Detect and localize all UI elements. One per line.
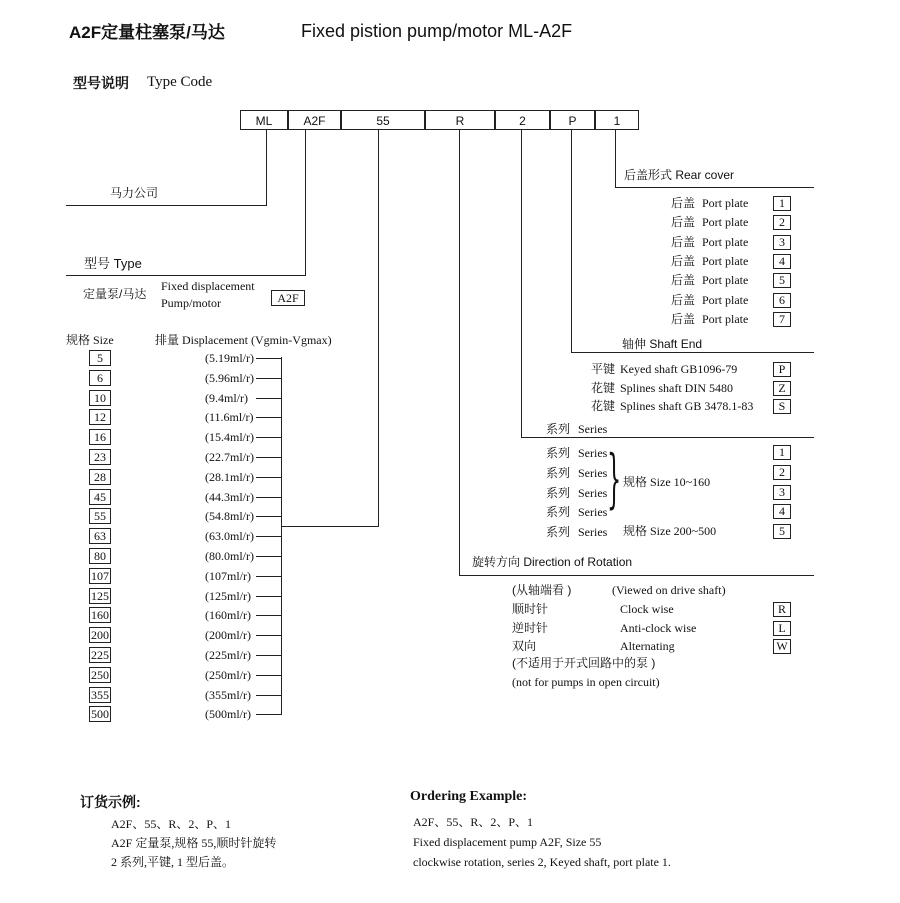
displacement-tick (256, 556, 281, 557)
type-code-heading-en: Type Code (147, 74, 213, 90)
shaft-end-en: Splines shaft DIN 5480 (620, 380, 733, 395)
ordering-cn-line: A2F、55、R、2、P、1 (111, 817, 232, 831)
size-code-box: 63 (89, 528, 111, 544)
rear-cover-code-box: 7 (773, 312, 791, 327)
ordering-en-line: A2F、55、R、2、P、1 (413, 815, 534, 829)
displacement-tick (256, 457, 281, 458)
displacement-value: (9.4ml/r) (205, 390, 248, 405)
rear-cover-cn: 后盖 (671, 234, 696, 249)
leader-line (615, 130, 616, 187)
shaft-end-title: 轴伸 Shaft End (622, 337, 703, 351)
displacement-value: (22.7ml/r) (205, 450, 254, 464)
series-title-cn: 系列 (546, 422, 571, 436)
leader-line (305, 130, 306, 275)
displacement-tick (256, 596, 281, 597)
size-code-box: 16 (89, 429, 111, 445)
fixed-cn-label: 定量泵/马达 (83, 287, 147, 301)
displacement-tick (256, 655, 281, 656)
leader-line (266, 130, 267, 205)
size-code-box: 23 (89, 449, 111, 465)
displacement-tick (256, 615, 281, 616)
rear-cover-code-box: 2 (773, 215, 791, 230)
size-code-box: 225 (91, 648, 109, 662)
series-en: Series (578, 446, 608, 460)
size-code-box: 55 (89, 508, 111, 524)
rotation-viewed-cn: (从轴端看 ) (512, 583, 572, 597)
type-label: 型号 Type (84, 256, 142, 271)
displacement-value: (160ml/r) (205, 608, 251, 623)
series-cn: 系列 (546, 525, 571, 540)
rotation-en: Anti-clock wise (620, 620, 697, 635)
series-cn: 系列 (546, 446, 571, 460)
ordering-cn-line: A2F 定量泵,规格 55,顺时针旋转 (111, 836, 277, 850)
code-segment-series: 2 (495, 110, 550, 130)
rotation-note-cn: (不适用于开式回路中的泵 ) (512, 656, 656, 670)
size-code-box: 12 (89, 409, 111, 425)
displacement-value: (5.96ml/r) (205, 370, 254, 385)
ordering-en-line: clockwise rotation, series 2, Keyed shaft, port plate 1. (413, 855, 671, 869)
displacement-tick (256, 358, 281, 359)
series-code-box: 3 (773, 485, 791, 500)
ordering-en-title: Ordering Example: (410, 789, 528, 804)
fixed-en-line1: Fixed displacement (161, 279, 255, 293)
leader-line (459, 130, 460, 575)
rotation-note-en: (not for pumps in open circuit) (512, 675, 660, 689)
displacement-value: (44.3ml/r) (205, 489, 254, 504)
series-code-box: 4 (773, 504, 791, 519)
fixed-code-box: A2F (271, 290, 305, 306)
company-label: 马力公司 (110, 186, 159, 200)
series-code-box: 2 (773, 465, 791, 480)
code-segment-ml: ML (240, 110, 288, 130)
series-en: Series (578, 505, 608, 520)
displacement-value: (15.4ml/r) (205, 430, 254, 445)
leader-line (459, 575, 814, 576)
displacement-value: (5.19ml/r) (205, 351, 254, 365)
series-en: Series (578, 485, 608, 500)
rear-cover-code-box: 6 (773, 293, 791, 308)
code-segment-a2f: A2F (288, 110, 341, 130)
rear-cover-en: Port plate (702, 311, 749, 326)
rotation-cn: 双向 (512, 639, 537, 653)
displacement-bracket (281, 357, 282, 715)
displacement-tick (256, 378, 281, 379)
displacement-header: 排量 Displacement (Vgmin-Vgmax) (155, 333, 332, 347)
series-title-en: Series (578, 422, 608, 436)
rear-cover-code-box: 3 (773, 235, 791, 250)
size-code-box: 5 (89, 350, 111, 366)
cn-title: A2F定量柱塞泵/马达 (69, 23, 225, 42)
series-group1-note: 规格 Size 10~160 (623, 475, 711, 489)
ordering-cn-title: 订货示例: (80, 794, 141, 810)
series-group2-note: 规格 Size 200~500 (623, 524, 717, 538)
displacement-value: (500ml/r) (205, 707, 251, 722)
size-header: 规格 Size (66, 333, 114, 347)
size-code-box: 125 (91, 588, 109, 603)
displacement-value: (355ml/r) (205, 687, 251, 702)
displacement-tick (256, 714, 281, 715)
code-segment-shaft: P (550, 110, 595, 130)
displacement-value: (28.1ml/r) (205, 469, 254, 484)
size-code-box: 355 (91, 687, 109, 702)
shaft-end-cn: 花键 (591, 399, 616, 414)
displacement-value: (225ml/r) (205, 648, 251, 662)
displacement-tick (256, 437, 281, 438)
size-code-box: 6 (89, 370, 111, 386)
size-code-box: 500 (91, 707, 109, 722)
rotation-code-box: L (773, 621, 791, 636)
rear-cover-title: 后盖形式 Rear cover (624, 168, 735, 182)
displacement-value: (125ml/r) (205, 588, 251, 603)
leader-line (615, 187, 814, 188)
rotation-en: Clock wise (620, 602, 674, 616)
size-code-box: 200 (91, 628, 109, 643)
leader-line (571, 352, 814, 353)
size-code-box: 45 (89, 489, 111, 505)
rear-cover-en: Port plate (702, 273, 749, 288)
displacement-value: (11.6ml/r) (205, 410, 254, 425)
code-segment-rear-cover: 1 (595, 110, 639, 130)
rear-cover-cn: 后盖 (671, 311, 696, 326)
displacement-value: (54.8ml/r) (205, 509, 254, 524)
series-brace: } (607, 442, 622, 516)
displacement-tick (256, 477, 281, 478)
displacement-tick (256, 635, 281, 636)
rear-cover-en: Port plate (702, 234, 749, 249)
size-code-box: 250 (91, 667, 109, 682)
displacement-tick (256, 516, 281, 517)
displacement-value: (63.0ml/r) (205, 529, 254, 544)
rotation-en: Alternating (620, 639, 675, 653)
leader-line (521, 130, 522, 437)
series-cn: 系列 (546, 505, 571, 520)
rotation-cn: 逆时针 (512, 620, 549, 635)
shaft-end-code-box: P (773, 362, 791, 377)
displacement-tick (256, 576, 281, 577)
rotation-cn: 顺时针 (512, 602, 549, 616)
shaft-end-cn: 平键 (591, 362, 616, 376)
code-segment-size: 55 (341, 110, 425, 130)
rear-cover-en: Port plate (702, 253, 749, 268)
fixed-en-line2: Pump/motor (161, 296, 222, 310)
shaft-end-en: Splines shaft GB 3478.1-83 (620, 399, 754, 414)
displacement-tick (256, 398, 281, 399)
leader-line (66, 275, 306, 276)
leader-line (571, 130, 572, 352)
displacement-value: (107ml/r) (205, 568, 251, 583)
rear-cover-code-box: 5 (773, 273, 791, 288)
rear-cover-en: Port plate (702, 215, 749, 230)
shaft-end-code-box: Z (773, 381, 791, 396)
displacement-tick (256, 695, 281, 696)
rotation-code-box: W (773, 639, 791, 654)
rear-cover-code-box: 4 (773, 254, 791, 269)
shaft-end-en: Keyed shaft GB1096-79 (620, 362, 738, 376)
rear-cover-code-box: 1 (773, 196, 791, 211)
series-cn: 系列 (546, 465, 571, 480)
series-cn: 系列 (546, 485, 571, 500)
displacement-value: (250ml/r) (205, 667, 251, 682)
series-en: Series (578, 465, 608, 480)
displacement-value: (200ml/r) (205, 628, 251, 643)
series-code-box: 1 (773, 445, 791, 460)
displacement-tick (256, 675, 281, 676)
rear-cover-cn: 后盖 (671, 215, 696, 230)
type-code-heading-cn: 型号说明 (73, 75, 129, 91)
code-segment-rotation: R (425, 110, 495, 130)
rear-cover-cn: 后盖 (671, 273, 696, 288)
en-title: Fixed pistion pump/motor ML-A2F (301, 21, 573, 41)
size-code-box: 28 (89, 469, 111, 485)
displacement-tick (256, 417, 281, 418)
rotation-code-box: R (773, 602, 791, 617)
leader-line (66, 205, 267, 206)
leader-line (281, 526, 379, 527)
rear-cover-cn: 后盖 (671, 196, 696, 210)
series-code-box: 5 (773, 524, 791, 539)
shaft-end-cn: 花键 (591, 380, 616, 395)
size-code-box: 107 (91, 568, 109, 583)
displacement-tick (256, 497, 281, 498)
rotation-title: 旋转方向 Direction of Rotation (472, 555, 633, 569)
leader-line (378, 130, 379, 526)
displacement-value: (80.0ml/r) (205, 549, 254, 563)
shaft-end-code-box: S (773, 399, 791, 414)
ordering-cn-line: 2 系列,平键, 1 型后盖。 (111, 855, 235, 869)
size-code-box: 80 (89, 548, 111, 564)
ordering-en-line: Fixed displacement pump A2F, Size 55 (413, 835, 602, 849)
series-en: Series (578, 525, 608, 540)
rear-cover-cn: 后盖 (671, 253, 696, 268)
leader-line (521, 437, 814, 438)
size-code-box: 10 (89, 390, 111, 406)
rear-cover-en: Port plate (702, 292, 749, 307)
displacement-tick (256, 536, 281, 537)
size-code-box: 160 (91, 608, 109, 623)
rotation-viewed-en: (Viewed on drive shaft) (612, 583, 726, 597)
rear-cover-cn: 后盖 (671, 292, 696, 307)
rear-cover-en: Port plate (702, 196, 749, 210)
